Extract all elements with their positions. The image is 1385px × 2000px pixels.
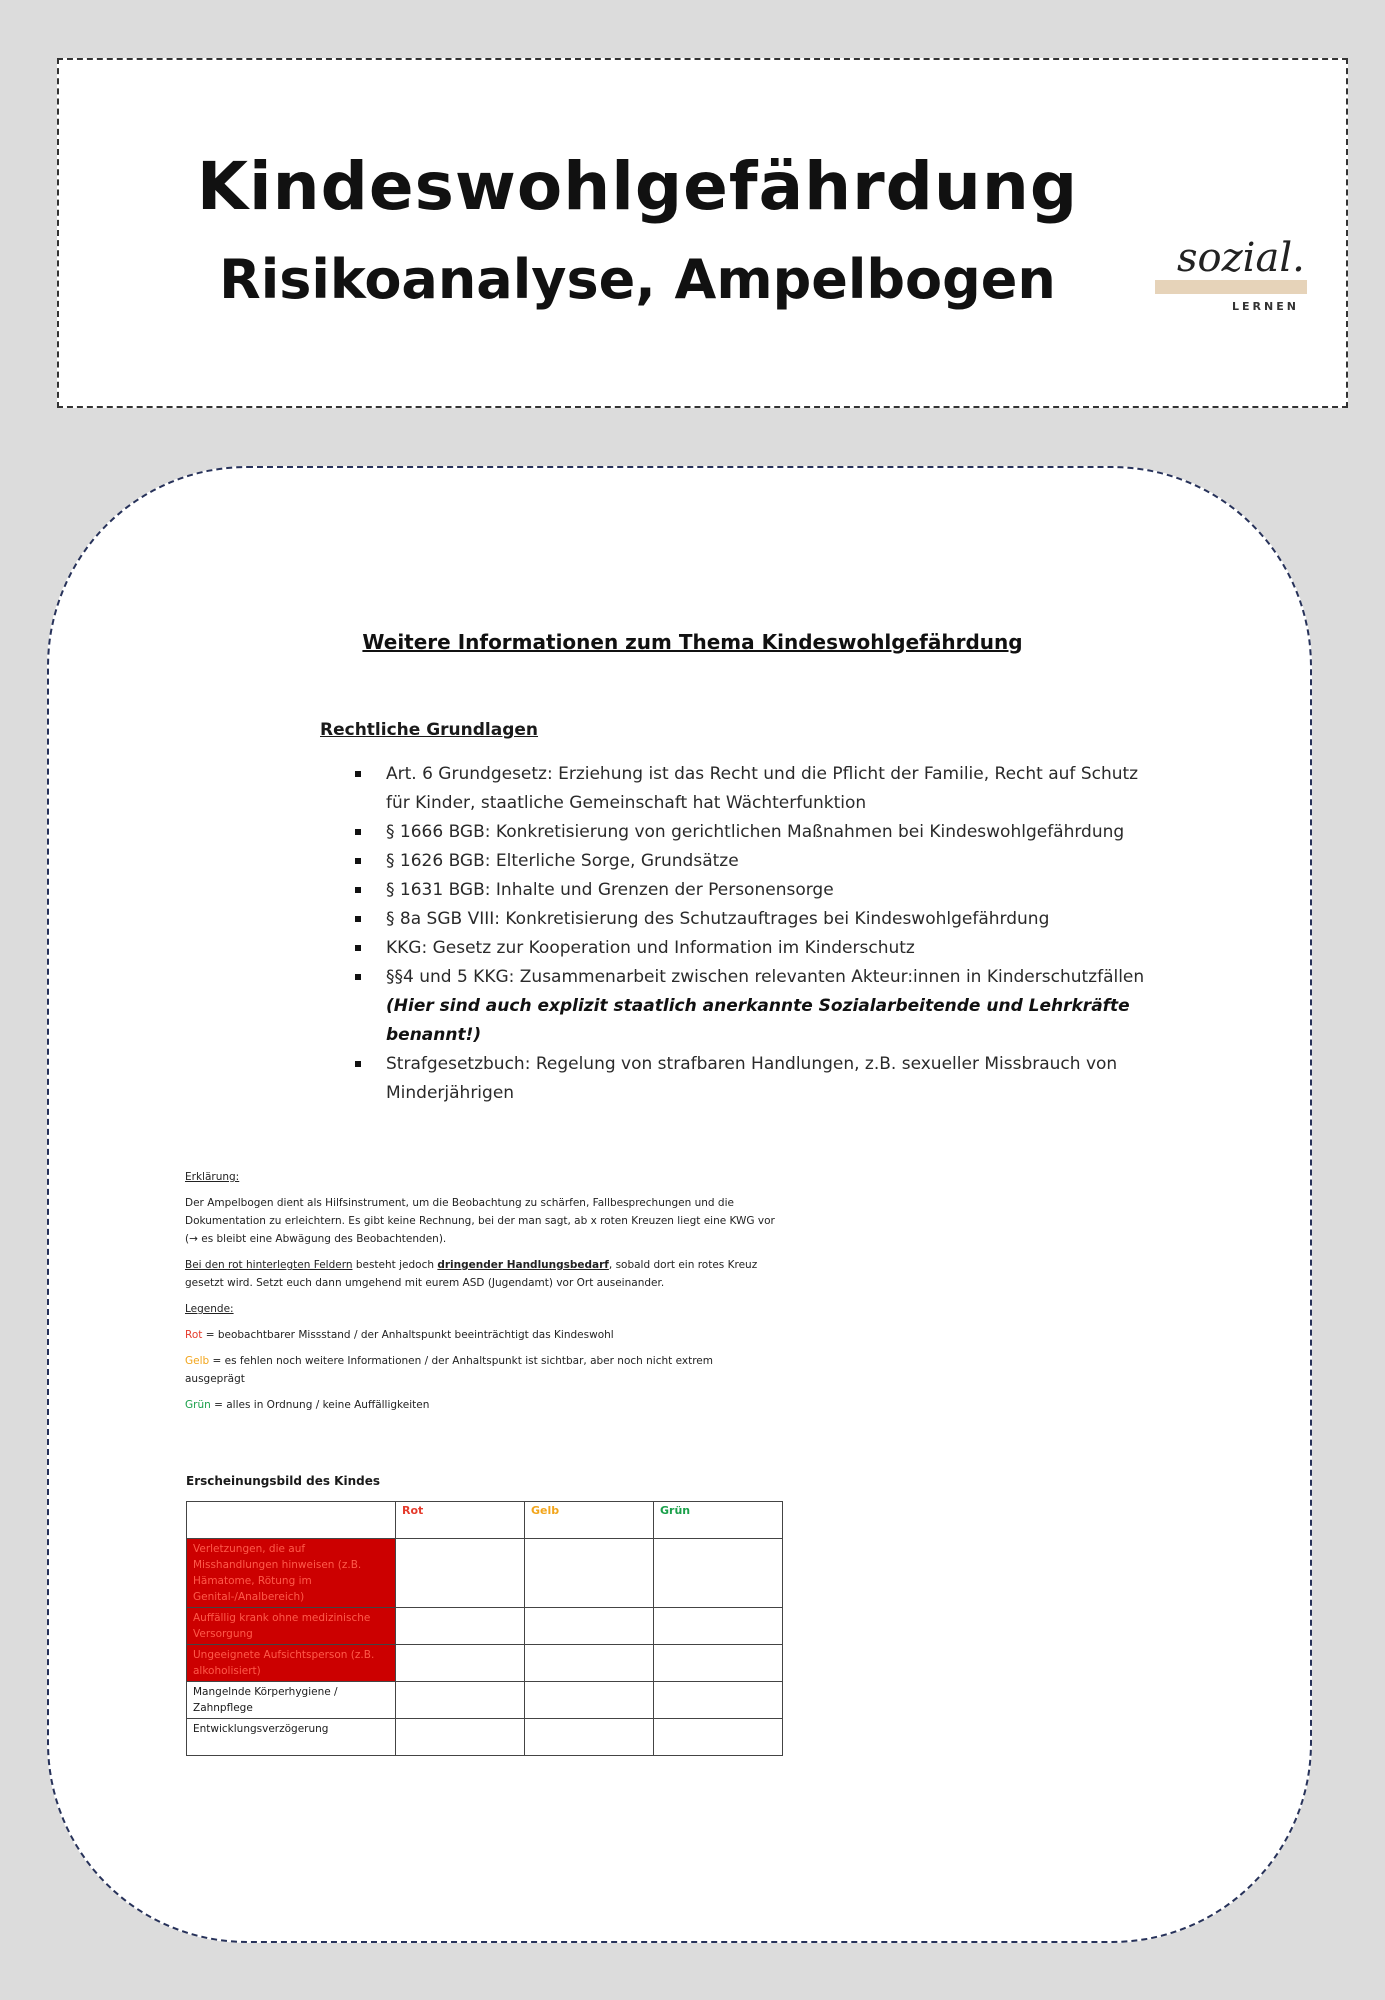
cell-rot[interactable]	[396, 1682, 525, 1719]
legal-heading: Rechtliche Grundlagen	[320, 720, 539, 740]
row-label: Mangelnde Körperhygiene / Zahnpflege	[187, 1682, 396, 1719]
table-row	[187, 1719, 783, 1756]
table-corner	[187, 1502, 396, 1539]
cell-gelb[interactable]	[525, 1682, 654, 1719]
table-row	[187, 1682, 783, 1719]
cell-rot[interactable]	[396, 1719, 525, 1756]
red-fields-text: Bei den rot hinterlegten Feldern besteht jedoch dringender Handlungsbedarf, sobald dort ein rotes Kreuz gesetzt wird. Setzt euch dann umgehend mit eurem ASD (Jugendamt) vor Ort auseinander.	[185, 1259, 758, 1289]
explanation-heading: Erklärung:	[185, 1171, 240, 1183]
table-row	[187, 1645, 783, 1682]
legal-item: Art. 6 Grundgesetz: Erziehung ist das Recht und die Pflicht der Familie, Recht auf Schutz für Kinder, staatliche Gemeinschaft hat Wächterfunktion	[353, 760, 1153, 818]
explanation-text: Der Ampelbogen dient als Hilfsinstrument, um die Beobachtung zu schärfen, Fallbesprechungen und die Dokumentation zu erleichtern. Es gibt keine Rechnung, bei der man sagt, ab x roten Kreuzen liegt eine KWG vor (→ es bleibt eine Abwägung des Beobachtenden).	[185, 1197, 775, 1245]
document-title: Weitere Informationen zum Thema Kindeswohlgefährdung	[362, 630, 1023, 654]
legend-gelb: Gelb = es fehlen noch weitere Informationen / der Anhaltspunkt ist sichtbar, aber noch nicht extrem ausgeprägt	[185, 1355, 713, 1385]
logo-script: sozial.	[1177, 235, 1305, 281]
legal-item: §§4 und 5 KKG: Zusammenarbeit zwischen relevanten Akteur:innen in Kinderschutzfällen (Hier sind auch explizit staatlich anerkannte Sozialarbeitende und Lehrkräfte benannt!)	[353, 963, 1153, 1050]
legal-item: Strafgesetzbuch: Regelung von strafbaren Handlungen, z.B. sexueller Missbrauch von Minderjährigen	[353, 1050, 1153, 1108]
explanation-section	[185, 1168, 775, 1422]
legend-rot: Rot = beobachtbarer Missstand / der Anhaltspunkt beeinträchtigt das Kindeswohl	[185, 1329, 614, 1341]
col-gelb: Gelb	[525, 1502, 654, 1539]
table-heading: Erscheinungsbild des Kindes	[186, 1474, 380, 1488]
page-subtitle: Risikoanalyse, Ampelbogen	[219, 248, 1056, 311]
observation-table	[186, 1501, 783, 1756]
page-title: Kindeswohlgefährdung	[196, 148, 1079, 225]
table-header-row	[187, 1502, 783, 1539]
legal-item: KKG: Gesetz zur Kooperation und Information im Kinderschutz	[353, 934, 1153, 963]
cell-rot[interactable]	[396, 1539, 525, 1608]
legal-item: § 1626 BGB: Elterliche Sorge, Grundsätze	[353, 847, 1153, 876]
row-label: Ungeeignete Aufsichtsperson (z.B. alkoholisiert)	[187, 1645, 396, 1682]
legend-heading: Legende:	[185, 1303, 234, 1315]
legal-item: § 1631 BGB: Inhalte und Grenzen der Personensorge	[353, 876, 1153, 905]
table-row	[187, 1608, 783, 1645]
cell-gelb[interactable]	[525, 1719, 654, 1756]
cell-gruen[interactable]	[654, 1645, 783, 1682]
legal-list	[353, 760, 1153, 1108]
cell-gelb[interactable]	[525, 1539, 654, 1608]
logo-bar	[1155, 280, 1307, 294]
legal-item: § 1666 BGB: Konkretisierung von gerichtlichen Maßnahmen bei Kindeswohlgefährdung	[353, 818, 1153, 847]
row-label: Verletzungen, die auf Misshandlungen hinweisen (z.B. Hämatome, Rötung im Genital-/Analbereich)	[187, 1539, 396, 1608]
legend-gruen: Grün = alles in Ordnung / keine Auffälligkeiten	[185, 1399, 430, 1411]
logo	[1155, 215, 1315, 320]
col-rot: Rot	[396, 1502, 525, 1539]
cell-gelb[interactable]	[525, 1608, 654, 1645]
cell-gruen[interactable]	[654, 1608, 783, 1645]
legal-note: (Hier sind auch explizit staatlich anerkannte Sozialarbeitende und Lehrkräfte benannt!)	[386, 996, 1130, 1045]
cell-gelb[interactable]	[525, 1645, 654, 1682]
row-label: Entwicklungsverzögerung	[187, 1719, 396, 1756]
cell-rot[interactable]	[396, 1608, 525, 1645]
cell-rot[interactable]	[396, 1645, 525, 1682]
cell-gruen[interactable]	[654, 1682, 783, 1719]
col-gruen: Grün	[654, 1502, 783, 1539]
legal-item: § 8a SGB VIII: Konkretisierung des Schutzauftrages bei Kindeswohlgefährdung	[353, 905, 1153, 934]
cell-gruen[interactable]	[654, 1539, 783, 1608]
row-label: Auffällig krank ohne medizinische Versorgung	[187, 1608, 396, 1645]
cell-gruen[interactable]	[654, 1719, 783, 1756]
table-row	[187, 1539, 783, 1608]
logo-word: LERNEN	[1232, 300, 1299, 313]
